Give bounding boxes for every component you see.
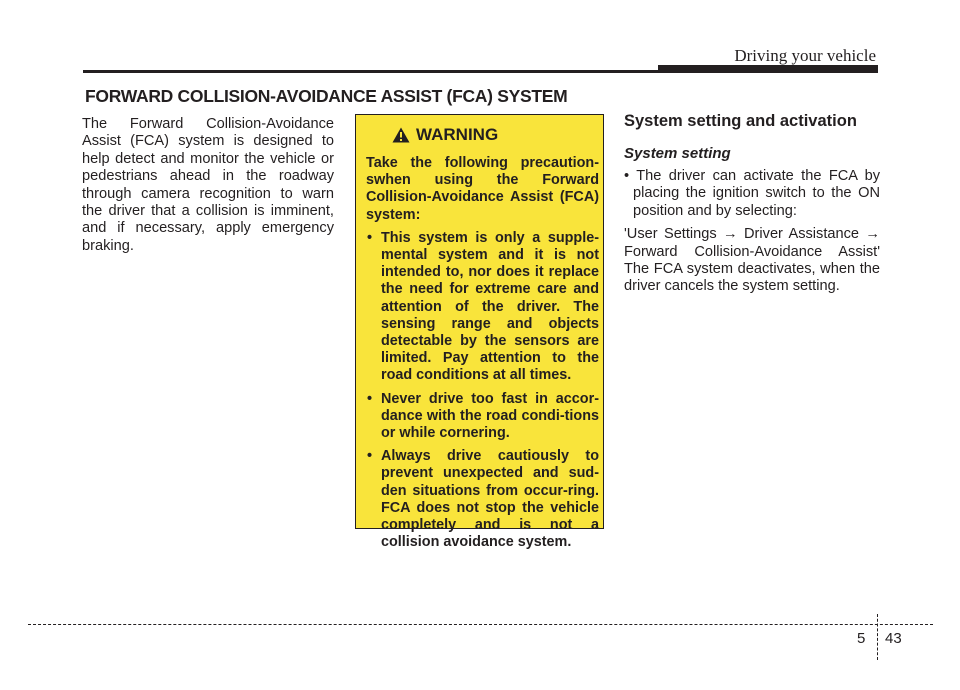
warning-title: WARNING <box>416 125 499 144</box>
header-rule-accent <box>658 65 878 73</box>
warning-intro: Take the following precaution-swhen using the Forward Collision-Avoidance Assist (FCA) system: <box>366 155 599 223</box>
section-number: 5 <box>857 630 866 647</box>
warning-list <box>366 230 599 552</box>
section-heading: System setting and activation <box>624 112 857 130</box>
footer-divider <box>877 614 878 660</box>
subsection-heading: System setting <box>624 145 731 162</box>
warning-item: • Never drive too fast in accor-dance with the road condi-tions or while cornering. <box>366 391 599 443</box>
footer-rule <box>28 624 933 625</box>
warning-item: • This system is only a supple-mental system and it is not intended to, nor does it replace the need for extreme care and attention of the driver. The sensing range and objects detectable by the sensors are limited. Pay attention to the road conditions at all times. <box>366 230 599 385</box>
page-number: 43 <box>885 630 902 647</box>
warning-triangle-icon <box>392 127 410 143</box>
warning-body <box>366 155 599 557</box>
warning-item: • Always drive cautiously to prevent unexpected and sud-den situations from occur-ring. FCA does not stop the vehicle completely and is not a collision avoidance system. <box>366 448 599 551</box>
running-header: Driving your vehicle <box>734 46 876 65</box>
settings-bullet: • The driver can activate the FCA by placing the ignition switch to the ON position and by selecting: <box>624 168 880 219</box>
page-title: FORWARD COLLISION-AVOIDANCE ASSIST (FCA) SYSTEM <box>85 86 568 106</box>
settings-column <box>624 110 880 302</box>
warning-box <box>355 114 604 551</box>
settings-path: 'User Settings → Driver Assistance → Forward Collision-Avoidance Assist' The FCA system deactivates, when the driver cancels the system setting. <box>624 226 880 295</box>
intro-paragraph: The Forward Collision-Avoidance Assist (FCA) system is designed to help detect and monitor the vehicle or pedestrians ahead in the roadway through camera recognition to warn the driver that a collision is imminent, and if necessary, apply emergency braking. <box>82 116 334 254</box>
